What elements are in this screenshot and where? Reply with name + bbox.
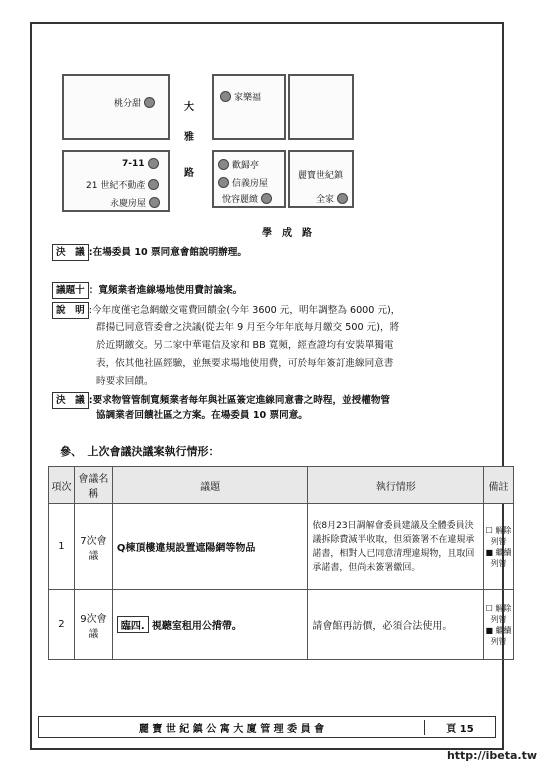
store-label: 悅容麗緻 [222,192,272,205]
table-header-row [49,467,514,504]
map-block [62,150,170,212]
road-label-horizontal: 學 成 路 [262,228,312,239]
resolution-tag: 決 議 [52,244,89,261]
item10-resolution-line-2: 協調業者回饋社區之方案。在場委員 10 票同意。 [96,410,308,421]
item10-explain-line-3: 於近期繳交。另二家中華電信及家和 BB 寬頻，經查證均有安裝單獨電 [96,340,394,351]
store-label: 7-11 [122,158,159,169]
table-row [49,590,514,660]
road-label-vertical-1: 大 [184,102,194,113]
map-block [288,150,354,208]
store-label: 麗寶世紀鎮 [298,171,344,181]
store-marker-icon [144,97,155,108]
row-note [484,504,514,590]
header-status: 執行情形 [308,467,484,504]
store-marker-icon [218,177,229,188]
note-option-keep[interactable]: ■ 繼續列管 [485,547,512,568]
header-no: 項次 [49,467,75,504]
item10-explain-line-2: 群揚已同意管委會之決議(從去年 9 月至今年年底每月繳交 500 元)，將 [96,322,400,333]
row-no: 1 [49,504,75,590]
item10-resolution-line-1 [52,392,390,409]
map-block [212,150,286,208]
store-marker-icon [218,159,229,170]
row-meeting: 9次會議 [74,590,112,660]
map-block [212,74,286,140]
item10-tag: 議題十 [52,282,89,299]
header-topic: 議題 [112,467,308,504]
row-no: 2 [49,590,75,660]
row-status: 請會館再訪價，必須合法使用。 [308,590,484,660]
road-label-vertical-2: 雅 [184,132,194,143]
resolution-1 [52,244,247,261]
item10-explain-line-4: 表，依其他社區經驗，並無要求場地使用費，可於每年簽訂進線同意書 [96,358,394,369]
resolution-status-table [48,466,514,660]
row-meeting: 7次會議 [74,504,112,590]
store-label: 家樂福 [220,90,261,103]
footer-title: 麗 寶 世 紀 鎮 公 寓 大 廈 管 理 委 員 會 [138,723,325,735]
explain-tag: 說 明 [52,302,89,319]
road-label-vertical-3: 路 [184,168,194,179]
row-status: 依8月23日調解會委員建議及全體委員決議拆除費減半收取，但須簽署不在違規承諾書，相對人已同意清理違規物，且取回承諾書，但尚未簽署繳回。 [308,504,484,590]
store-label: 桃分甜 [114,96,155,109]
item10-title: ：寬頻業者進線場地使用費討論案。 [88,285,243,296]
topic-tag: 臨四. [117,616,149,633]
note-option-release[interactable]: ☐ 解除列管 [485,525,512,546]
section3-title: 參、 上次會議決議案執行情形： [60,445,220,458]
row-note [484,590,514,660]
store-marker-icon [220,91,231,102]
store-marker-icon [149,197,160,208]
store-label: 信義房屋 [218,176,268,189]
store-marker-icon [261,193,272,204]
resolution-tag: 決 議 [52,392,89,409]
page-number: 頁 15 [424,720,495,735]
resolution-text: :在場委員 10 票同意會館說明辦理。 [88,247,247,258]
topic-text: 視聽室租用公揹帶。 [151,621,242,632]
store-label: 歡歸亭 [218,158,259,171]
map-block [288,74,354,140]
store-label: 21 世紀不動產 [86,178,159,191]
page-footer [38,716,496,738]
resolution-text: :要求物管管制寬頻業者每年與社區簽定進線同意書之時程，並授權物管 [88,395,391,406]
row-topic: Q棟頂樓違規設置遮陽網等物品 [112,504,308,590]
item10-explain-line-1 [52,302,400,319]
explain-text: :今年度僅宅急網繳交電費回饋金(今年 3600 元，明年調整為 6000 元)， [88,305,401,316]
store-label: 永慶房屋 [110,196,160,209]
row-topic [112,590,308,660]
note-option-keep[interactable]: ■ 繼續列管 [485,625,512,646]
item10-heading [52,282,242,299]
item10-explain-line-5: 時要求回饋。 [96,376,154,387]
store-label: 全家 [316,192,348,205]
note-option-release[interactable]: ☐ 解除列管 [485,603,512,624]
table-row [49,504,514,590]
header-meeting: 會議名稱 [74,467,112,504]
store-marker-icon [148,158,159,169]
header-note: 備註 [484,467,514,504]
store-marker-icon [148,179,159,190]
watermark: http://ibeta.tw [446,749,537,762]
store-marker-icon [337,193,348,204]
map-block [62,74,170,140]
